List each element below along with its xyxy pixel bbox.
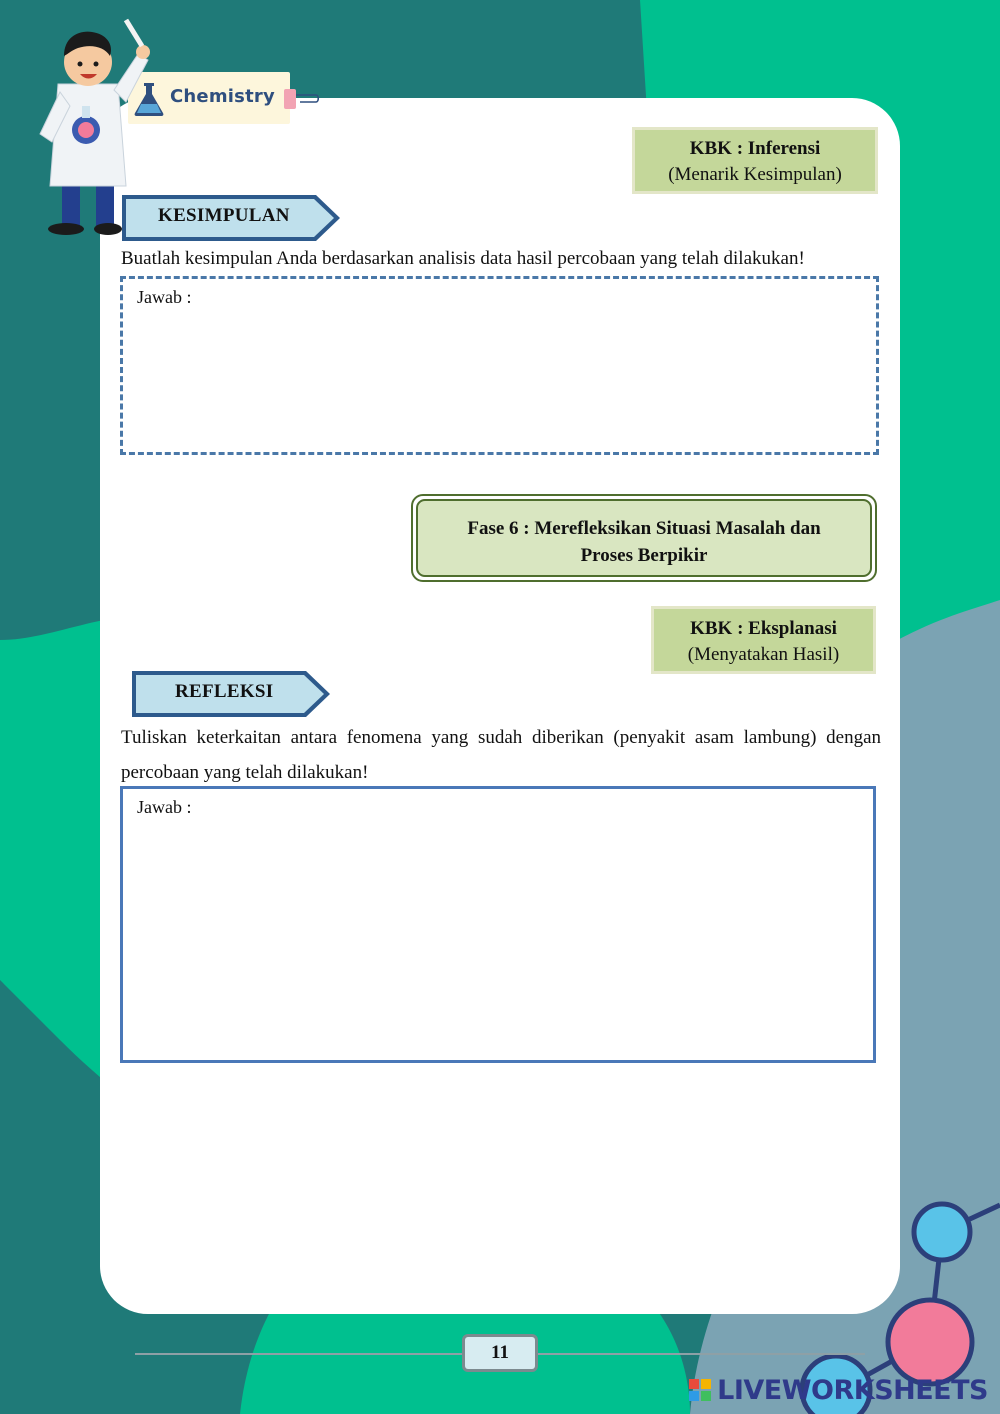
refleksi-tag xyxy=(130,668,334,720)
page-number-badge xyxy=(462,1334,538,1372)
kesimpulan-prompt: Buatlah kesimpulan Anda berdasarkan analisis data hasil percobaan yang telah dilakukan! xyxy=(121,248,805,269)
liveworksheets-logo-icon xyxy=(689,1379,711,1401)
refleksi-answer-box[interactable] xyxy=(120,786,876,1063)
kbk-inferensi-box xyxy=(632,127,878,194)
refleksi-answer-label: Jawab : xyxy=(137,797,192,817)
kesimpulan-answer-label: Jawab : xyxy=(137,287,192,307)
kesimpulan-tag xyxy=(120,192,344,244)
kbk-eksplanasi-title: KBK : Eksplanasi xyxy=(690,618,837,639)
page-number: 11 xyxy=(465,1337,535,1369)
fase-6-box xyxy=(411,494,877,582)
subject-label-text: Chemistry xyxy=(170,86,275,107)
kesimpulan-tag-label: KESIMPULAN xyxy=(158,205,290,226)
kbk-eksplanasi-box xyxy=(651,606,876,674)
kbk-inferensi-subtitle: (Menarik Kesimpulan) xyxy=(668,164,842,185)
fase-6-inner xyxy=(416,499,872,577)
brand-text: LIVEWORKSHEETS xyxy=(717,1375,988,1406)
fase-6-line2: Proses Berpikir xyxy=(580,545,708,566)
kesimpulan-answer-box[interactable] xyxy=(120,276,879,455)
refleksi-prompt: Tuliskan keterkaitan antara fenomena yang sudah diberikan (penyakit asam lambung) dengan percobaan yang telah dilakukan! xyxy=(121,727,881,783)
paper-clip-icon xyxy=(284,86,320,112)
refleksi-tag-label: REFLEKSI xyxy=(175,681,274,702)
kbk-inferensi-title: KBK : Inferensi xyxy=(689,138,821,159)
kesimpulan-answer-input[interactable] xyxy=(137,317,862,442)
fase-6-line1: Fase 6 : Merefleksikan Situasi Masalah dan xyxy=(467,518,821,539)
refleksi-answer-input[interactable] xyxy=(137,827,859,1050)
kbk-eksplanasi-subtitle: (Menyatakan Hasil) xyxy=(687,644,840,665)
brand-logo xyxy=(717,1375,988,1406)
